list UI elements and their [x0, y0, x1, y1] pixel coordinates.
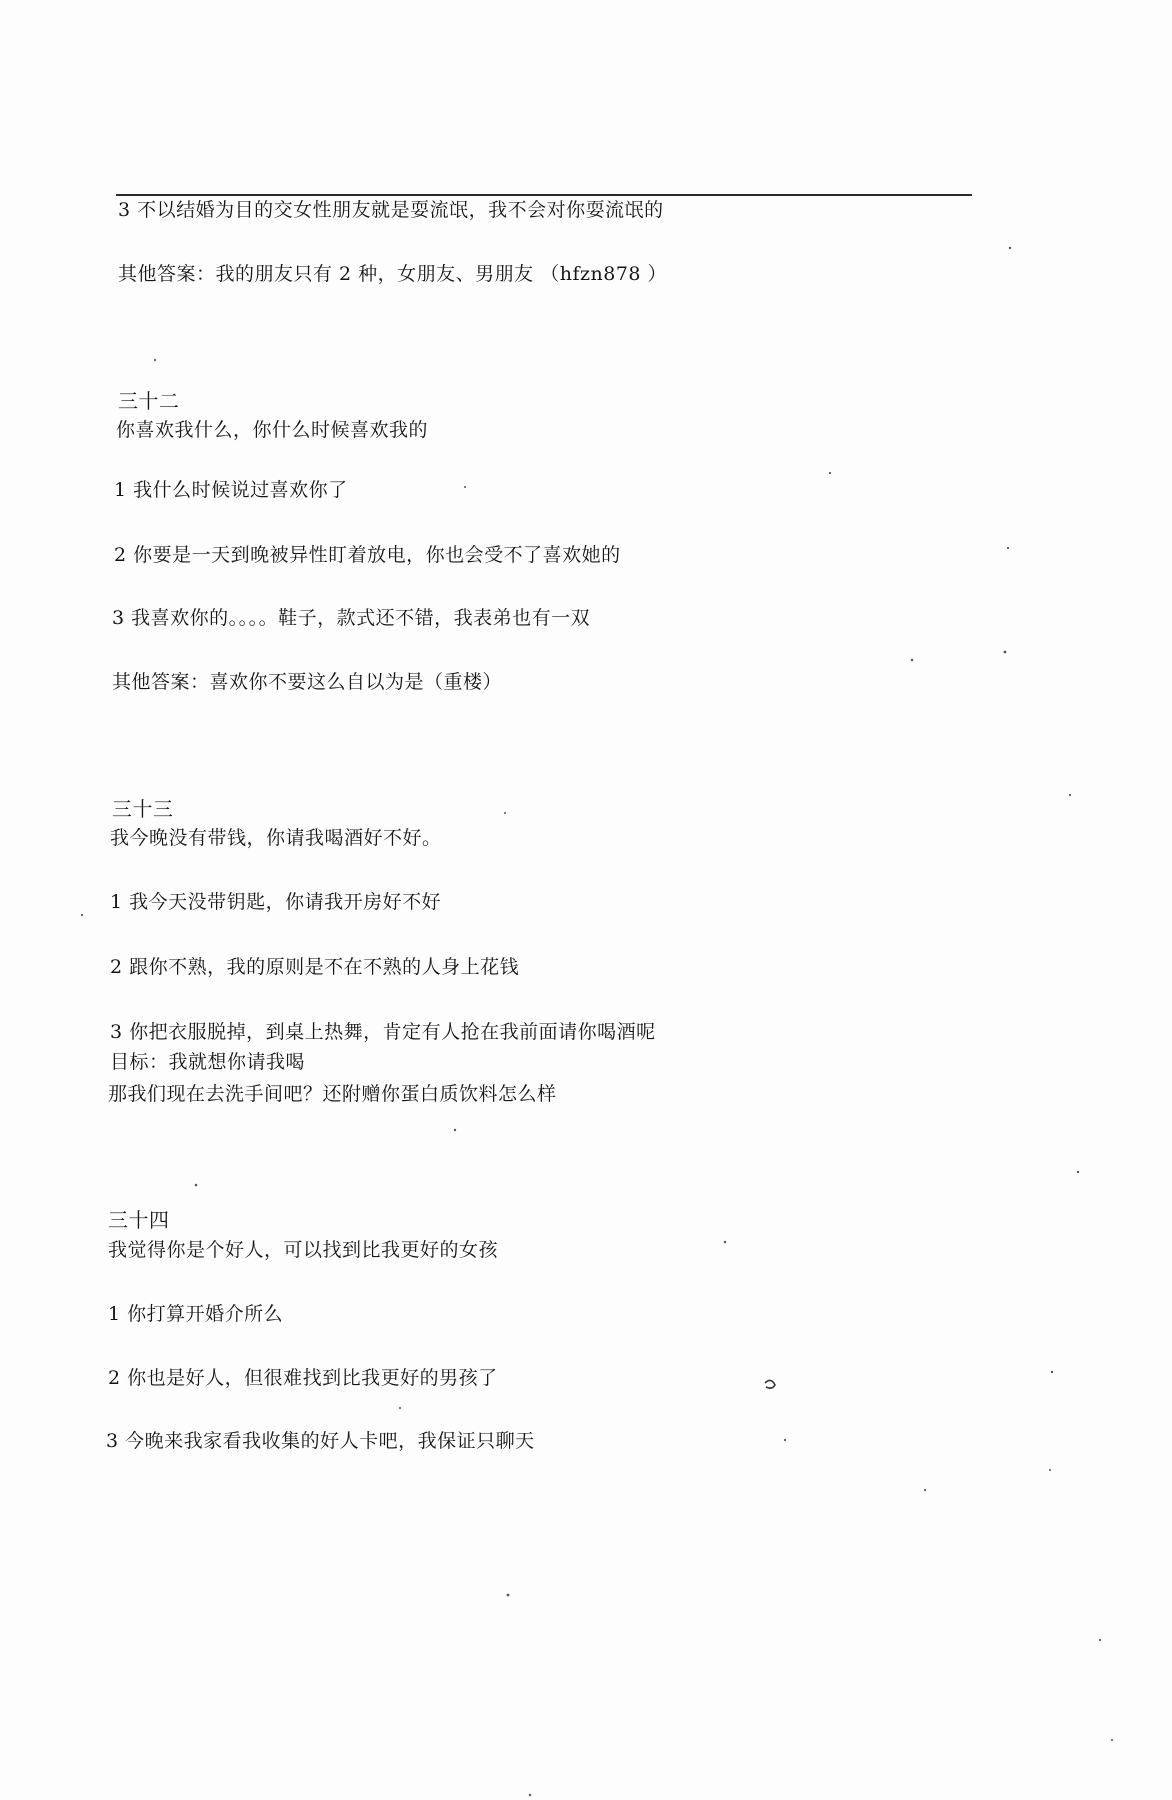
answer-text: 2 你要是一天到晚被异性盯着放电，你也会受不了喜欢她的 [114, 544, 621, 566]
answer-text: 2 你也是好人，但很难找到比我更好的男孩了 [108, 1367, 498, 1389]
section-heading: 三十四 [108, 1208, 170, 1232]
answer-text: 3 你把衣服脱掉，到桌上热舞，肯定有人抢在我前面请你喝酒呢 [110, 1021, 656, 1043]
question-text: 我觉得你是个好人，可以找到比我更好的女孩 [108, 1239, 499, 1261]
answer-text: 1 我什么时候说过喜欢你了 [114, 479, 348, 501]
answer-text: 1 我今天没带钥匙，你请我开房好不好 [110, 891, 442, 913]
answer-text: 那我们现在去洗手间吧？还附赠你蛋白质饮料怎么样 [108, 1083, 557, 1105]
answer-text: 3 不以结婚为目的交女性朋友就是耍流氓，我不会对你耍流氓的 [118, 199, 664, 221]
question-text: 我今晚没有带钱，你请我喝酒好不好。 [110, 827, 442, 849]
answer-text: 2 跟你不熟，我的原则是不在不熟的人身上花钱 [110, 956, 520, 978]
section-heading: 三十二 [118, 389, 180, 413]
other-answer-text: 其他答案：我的朋友只有 2 种，女朋友、男朋友 （hfzn878 ） [118, 263, 668, 285]
goal-text: 目标：我就想你请我喝 [110, 1051, 306, 1073]
other-answer-text: 其他答案：喜欢你不要这么自以为是（重楼） [112, 671, 503, 693]
answer-text: 3 今晚来我家看我收集的好人卡吧，我保证只聊天 [106, 1430, 535, 1452]
answer-text: 1 你打算开婚介所么 [108, 1303, 284, 1325]
section-heading: 三十三 [112, 797, 174, 821]
answer-text: 3 我喜欢你的。。。。鞋子，款式还不错，我表弟也有一双 [112, 607, 591, 629]
top-rule [116, 194, 972, 196]
question-text: 你喜欢我什么，你什么时候喜欢我的 [116, 419, 429, 441]
